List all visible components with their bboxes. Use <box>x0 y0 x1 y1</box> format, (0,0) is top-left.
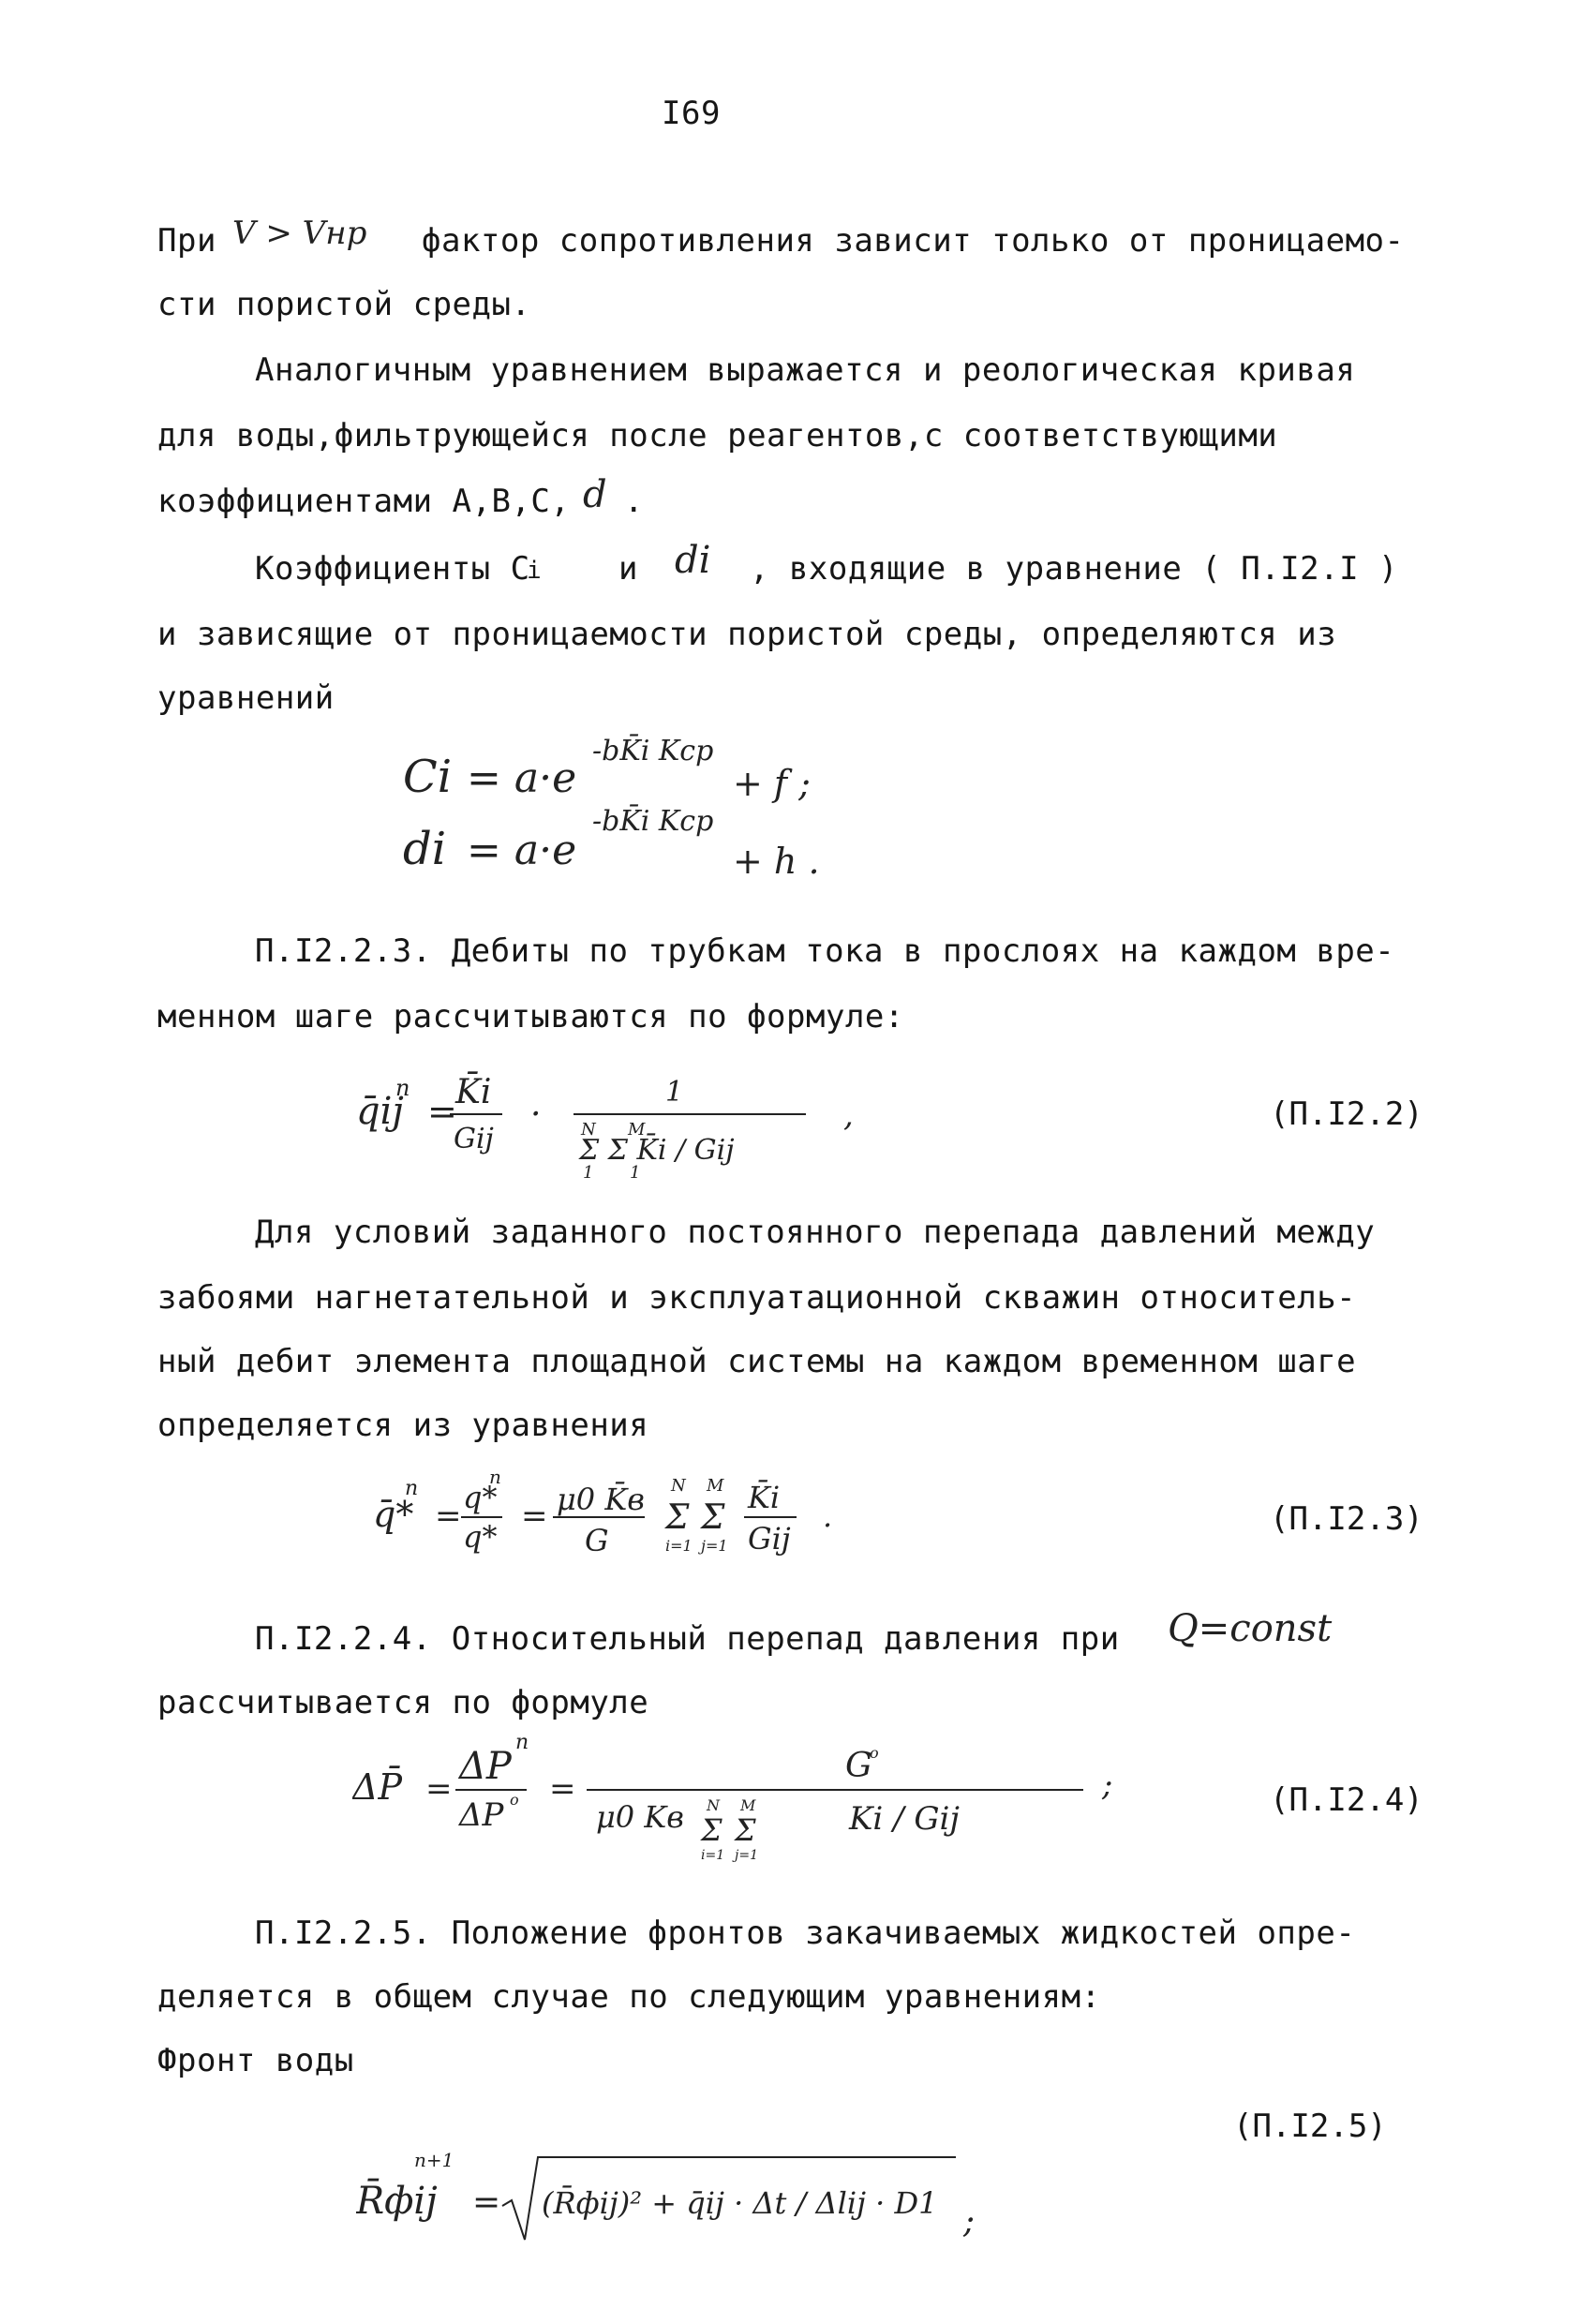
eq3-dot: . <box>823 1498 833 1534</box>
eq4-den2: μ0 Kв <box>596 1799 684 1835</box>
eq4-sigma1: Σ <box>701 1812 723 1848</box>
para2-line1: Аналогичным уравнением выражается и реологическая кривая <box>255 351 1356 389</box>
para1-line1: фактор сопротивления зависит только от проницаемо- <box>422 222 1405 260</box>
eq3-lhs-sup: n <box>405 1477 419 1500</box>
para3-line3: уравнений <box>157 679 335 717</box>
para3-line2: и зависящие от проницаемости пористой среды, определяются из <box>157 616 1337 653</box>
para2-symbol-d: d <box>583 473 607 516</box>
eq3-eq2: = <box>521 1497 548 1535</box>
para1-condition: V > Vнр <box>232 215 367 252</box>
eq3-sum-top2: M <box>707 1476 724 1496</box>
eq2-frac1-num: K̄i <box>455 1073 492 1111</box>
eq4-den1: ΔP <box>459 1796 504 1834</box>
eq3-num2: μ0 K̄в <box>557 1482 645 1517</box>
equation-p12-5 <box>356 2120 1031 2260</box>
eq4-sum-bot2: j=1 <box>735 1848 758 1863</box>
para4-line2: менном шаге рассчитываются по формуле: <box>157 998 904 1035</box>
equation-p12-4 <box>352 1724 1158 1865</box>
eq2-sum-top1: N <box>581 1120 596 1140</box>
eq-ci-rhs: = a·e <box>467 754 577 802</box>
equation-di <box>394 797 918 890</box>
para5-line2: забоями нагнетательной и эксплуатационной скважин относитель- <box>157 1279 1357 1317</box>
eq4-sigma2: Σ <box>735 1812 756 1848</box>
para2-line2: для воды,фильтрующейся после реагентов,с соответствующими <box>157 417 1278 454</box>
para7-line3: Фронт воды <box>157 2042 354 2079</box>
eq5-label: (П.I2.5) <box>1233 2108 1387 2145</box>
para3-coef-sub: i <box>527 557 543 585</box>
para3-coef: Коэффициенты С <box>255 550 530 588</box>
eq-di-rhs: = a·e <box>467 827 577 874</box>
para7-line1: П.I2.2.5. Положение фронтов закачиваемых жидкостей опре- <box>255 1914 1356 1952</box>
eq5-lhs: R̄фij <box>356 2180 438 2223</box>
eq2-dot: · <box>530 1095 542 1134</box>
para5-line1: Для условий заданного постоянного перепада давлений между <box>255 1214 1376 1251</box>
eq-ci-exp: -bK̄i Kcp <box>592 735 714 767</box>
eq2-lhs-sup: n <box>395 1075 410 1101</box>
eq2-comma: , <box>843 1096 854 1134</box>
eq3-sum-top1: N <box>671 1476 686 1496</box>
eq3-num3: K̄i <box>748 1480 781 1515</box>
eq4-eq1: = <box>425 1770 453 1808</box>
eq-di-exp: -bK̄i Kcp <box>592 805 714 838</box>
eq-ci-lhs: Ci <box>403 751 453 803</box>
para2-line3-end: . <box>624 483 644 520</box>
para1-line2: сти пористой среды. <box>157 286 531 323</box>
eq3-num1: q* <box>463 1480 498 1515</box>
eq3-num1-sup: n <box>489 1466 501 1488</box>
eq3-den3: Gij <box>748 1521 791 1557</box>
para5-line4: определяется из уравнения <box>157 1407 649 1444</box>
eq4-num2-sup: o <box>870 1744 879 1762</box>
eq3-sum-bot2: j=1 <box>701 1537 728 1555</box>
eq-ci-tail: + f ; <box>733 763 811 804</box>
eq4-eq2: = <box>549 1770 576 1808</box>
para5-line3: ный дебит элемента площадной системы на каждом временном шаге <box>157 1343 1357 1380</box>
eq2-frac2-num: 1 <box>665 1076 684 1109</box>
eq3-den1: q* <box>463 1519 498 1555</box>
eq5-tail: ; <box>963 2202 976 2241</box>
para3-symbol-di: di <box>675 539 711 582</box>
eq4-term: Ki / Gij <box>849 1800 960 1838</box>
para1-prefix: При <box>157 222 216 260</box>
para6-line2: рассчитывается по формуле <box>157 1684 649 1721</box>
eq4-num2: G <box>845 1747 872 1785</box>
para6-line1: П.I2.2.4. Относительный перепад давления при <box>255 1620 1120 1658</box>
eq4-sum-bot1: i=1 <box>701 1848 725 1863</box>
eq4-sum-top2: M <box>740 1796 756 1814</box>
eq5-equals: = <box>472 2183 501 2222</box>
eq4-num1: ΔP <box>459 1745 512 1788</box>
eq3-den2: G <box>585 1523 609 1558</box>
eq3-sigma2: Σ <box>701 1498 725 1537</box>
eq2-frac1-den: Gij <box>454 1123 494 1155</box>
eq3-lhs: q̄* <box>373 1494 414 1535</box>
para4-line1: П.I2.2.3. Дебиты по трубкам тока в прослоях на каждом вре- <box>255 932 1395 970</box>
equation-p12-3 <box>373 1457 954 1588</box>
page-number: I69 <box>662 95 721 132</box>
equation-p12-2 <box>356 1054 881 1185</box>
para2-line3: коэффициентами А,В,С, <box>157 483 571 520</box>
eq5-radicand: (R̄фij)² + q̄ij · Δt / Δlij · D1 <box>542 2185 938 2221</box>
para3-line1-end: , входящие в уравнение ( П.I2.I ) <box>750 550 1399 588</box>
eq5-lhs-sup: n+1 <box>414 2149 454 2171</box>
eq4-lhs: ΔP̄ <box>352 1766 403 1808</box>
eq3-sigma1: Σ <box>665 1498 690 1537</box>
eq4-sum-top1: N <box>707 1796 720 1814</box>
eq3-sum-bot1: i=1 <box>665 1537 693 1555</box>
eq2-lhs: q̄ij <box>356 1090 404 1133</box>
eq4-label: (П.I2.4) <box>1270 1781 1423 1819</box>
para6-condition: Q=const <box>1168 1607 1333 1650</box>
eq-di-tail: + h . <box>733 841 820 882</box>
eq2-frac2-den: Σ Σ K̄i / Gij <box>579 1134 735 1167</box>
eq4-num1-sup: n <box>515 1731 529 1754</box>
para7-line2: деляется в общем случае по следующим уравнениям: <box>157 1978 1101 2016</box>
eq4-den1-sup: o <box>510 1791 519 1809</box>
eq-di-lhs: di <box>403 823 447 875</box>
eq2-equals: = <box>427 1091 457 1132</box>
eq3-label: (П.I2.3) <box>1270 1500 1423 1538</box>
eq2-sum-bot1: 1 <box>583 1163 594 1183</box>
eq2-sum-bot2: 1 <box>630 1163 641 1183</box>
eq4-semicolon: ; <box>1102 1766 1113 1804</box>
eq2-label: (П.I2.2) <box>1270 1095 1423 1133</box>
para3-and: и <box>618 550 638 588</box>
eq3-eq1: = <box>435 1497 462 1535</box>
eq2-sum-top2: M <box>628 1120 646 1140</box>
